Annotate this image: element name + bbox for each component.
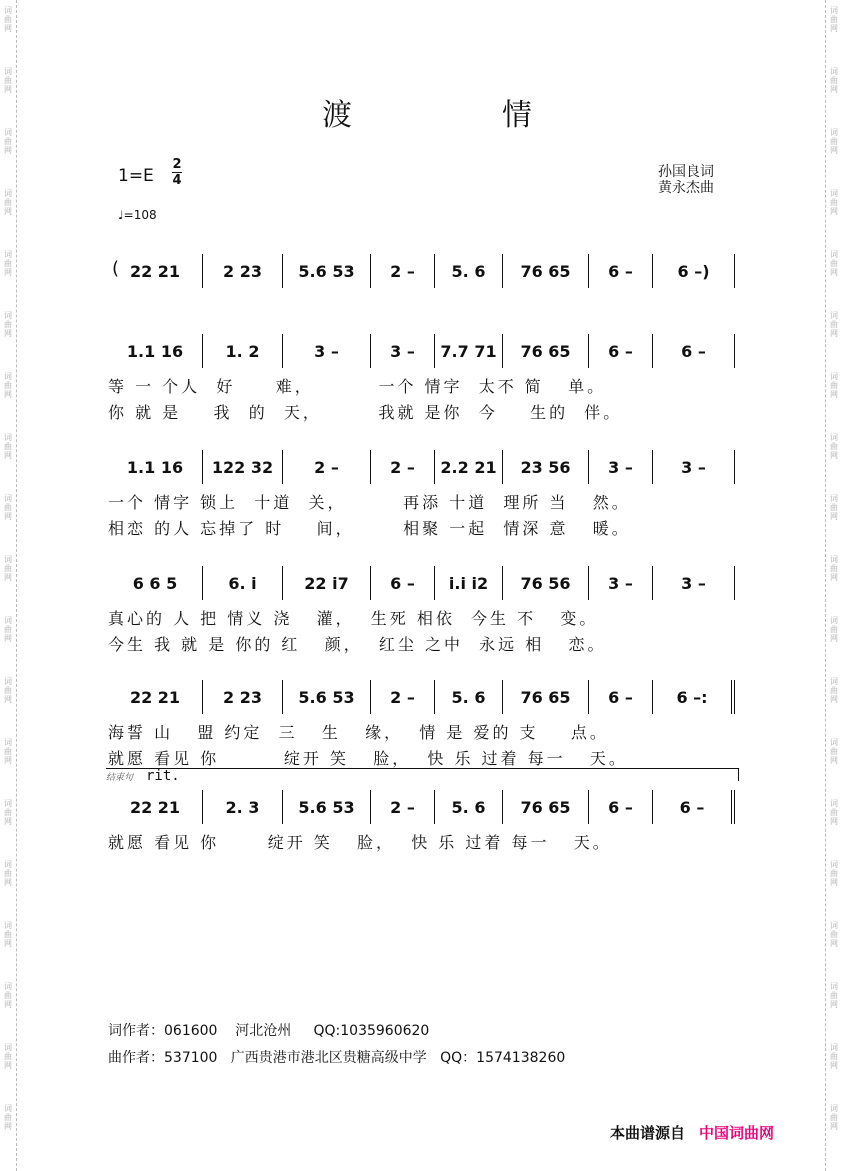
measure-notes: 5. 6 bbox=[451, 797, 486, 817]
measure bbox=[653, 566, 735, 600]
watermark-text: 词 曲 网 bbox=[4, 6, 12, 33]
measure bbox=[435, 566, 503, 600]
measure bbox=[371, 334, 435, 368]
watermark-text: 词 曲 网 bbox=[830, 6, 838, 33]
watermark-text: 词 曲 网 bbox=[830, 494, 838, 521]
watermark-text: 词 曲 网 bbox=[4, 311, 12, 338]
lyric-line: 今生 我 就 是 你的 红 颜， 红尘 之中 永远 相 恋。 bbox=[108, 635, 607, 654]
measure-notes: 2. 3 bbox=[225, 797, 260, 817]
tempo-marking: ♩=108 bbox=[118, 208, 157, 222]
measure bbox=[371, 790, 435, 824]
measure-notes: 3 – bbox=[390, 341, 415, 361]
watermark-text: 词 曲 网 bbox=[4, 1104, 12, 1131]
composer-info: 曲作者：537100 广西贵港市港北区贵糖高级中学 QQ：1574138260 bbox=[108, 1050, 566, 1066]
measure-notes: 2 23 bbox=[223, 261, 262, 281]
measure bbox=[503, 790, 589, 824]
measure-notes: 7.7 71 bbox=[440, 341, 497, 361]
measure-notes: 22 i7 bbox=[304, 573, 349, 593]
measure bbox=[589, 254, 653, 288]
measure bbox=[371, 254, 435, 288]
watermark-text: 词 曲 网 bbox=[830, 189, 838, 216]
watermark-text: 词 曲 网 bbox=[4, 372, 12, 399]
watermark-text: 词 曲 网 bbox=[830, 799, 838, 826]
measure bbox=[283, 790, 371, 824]
measure-notes: 76 65 bbox=[520, 797, 571, 817]
measure bbox=[653, 334, 735, 368]
lyric-line: 就愿 看见 你 绽开 笑 脸， 快 乐 过着 每一 天。 bbox=[108, 749, 628, 768]
time-signature-bottom: 4 bbox=[172, 173, 182, 188]
measure-notes: 6 – bbox=[681, 341, 706, 361]
lyric-line: 海誓 山 盟 约定 三 生 缘， 情 是 爱的 支 点。 bbox=[108, 723, 609, 742]
watermark-text: 词 曲 网 bbox=[4, 250, 12, 277]
measure-notes: 5. 6 bbox=[451, 261, 486, 281]
measure bbox=[653, 790, 735, 824]
measure-notes: 76 56 bbox=[520, 573, 571, 593]
measure-notes: 2 – bbox=[314, 457, 339, 477]
watermark-text: 词 曲 网 bbox=[4, 67, 12, 94]
watermark-text: 词 曲 网 bbox=[4, 616, 12, 643]
watermark-text: 词 曲 网 bbox=[830, 372, 838, 399]
measure-notes: 5.6 53 bbox=[298, 687, 355, 707]
measure-notes: 3 – bbox=[314, 341, 339, 361]
credits bbox=[658, 164, 714, 196]
measure-notes: 3 – bbox=[608, 457, 633, 477]
measure bbox=[108, 450, 203, 484]
watermark-text: 词 曲 网 bbox=[830, 311, 838, 338]
measure bbox=[203, 790, 283, 824]
measure bbox=[435, 254, 503, 288]
measure-notes: 6 –: bbox=[676, 687, 708, 707]
watermark-text: 词 曲 网 bbox=[4, 494, 12, 521]
lyricist-info: 词作者：061600 河北沧州 QQ:1035960620 bbox=[108, 1023, 430, 1039]
watermark-text: 词 曲 网 bbox=[830, 67, 838, 94]
watermark-text: 词 曲 网 bbox=[4, 1043, 12, 1070]
measure-notes: 6 – bbox=[608, 261, 633, 281]
measure bbox=[283, 254, 371, 288]
measure-notes: 22 21 bbox=[129, 687, 181, 707]
measure bbox=[371, 566, 435, 600]
watermark-text: 词 曲 网 bbox=[4, 128, 12, 155]
notation-row bbox=[108, 450, 740, 484]
watermark-text: 词 曲 网 bbox=[4, 738, 12, 765]
measure bbox=[203, 254, 283, 288]
measure-notes: 5.6 53 bbox=[298, 797, 355, 817]
measure bbox=[283, 334, 371, 368]
measure-notes: 3 – bbox=[681, 573, 706, 593]
measure-notes: 2.2 21 bbox=[440, 457, 497, 477]
measure bbox=[589, 334, 653, 368]
measure bbox=[203, 334, 283, 368]
watermark-text: 词 曲 网 bbox=[830, 1104, 838, 1131]
measure-notes: 6 – bbox=[679, 797, 705, 817]
measure bbox=[589, 566, 653, 600]
notation-row bbox=[108, 334, 740, 368]
measure bbox=[503, 566, 589, 600]
watermark-text: 词 曲 网 bbox=[830, 1043, 838, 1070]
measure bbox=[108, 566, 203, 600]
watermark-text: 词 曲 网 bbox=[830, 982, 838, 1009]
watermark-text: 词 曲 网 bbox=[4, 982, 12, 1009]
measure bbox=[283, 566, 371, 600]
title-char-1: 渡 bbox=[322, 98, 352, 133]
measure-notes: 6. i bbox=[228, 573, 257, 593]
watermark-text: 词 曲 网 bbox=[830, 433, 838, 460]
measure bbox=[589, 790, 653, 824]
measure bbox=[108, 334, 203, 368]
measure-notes: 2 23 bbox=[223, 687, 262, 707]
measure-notes: 1. 2 bbox=[225, 341, 260, 361]
watermark-text: 词 曲 网 bbox=[4, 555, 12, 582]
notation-row bbox=[108, 790, 740, 824]
measure bbox=[589, 450, 653, 484]
measure-notes: 6 – bbox=[390, 573, 415, 593]
lyric-line: 你 就 是 我 的 天， 我就 是你 今 生的 伴。 bbox=[108, 403, 623, 422]
lyric-line: 等 一 个人 好 难， 一个 情字 太不 简 单。 bbox=[108, 377, 607, 396]
measure-notes: 22 21 bbox=[129, 261, 181, 281]
notation-row bbox=[108, 254, 740, 288]
measure bbox=[108, 680, 203, 714]
measure bbox=[203, 450, 283, 484]
measure-notes: 1.1 16 bbox=[126, 341, 184, 361]
key-signature: 1=E bbox=[118, 166, 154, 186]
watermark-text: 词 曲 网 bbox=[4, 799, 12, 826]
intro-bracket: ( bbox=[112, 258, 120, 279]
measure-notes: 5.6 53 bbox=[298, 261, 355, 281]
lyric-line: 就愿 看见 你 绽开 笑 脸， 快 乐 过着 每一 天。 bbox=[108, 833, 612, 852]
measure bbox=[435, 450, 503, 484]
measure-notes: 1.1 16 bbox=[126, 457, 184, 477]
measure-notes: 5. 6 bbox=[451, 687, 486, 707]
notation-row bbox=[108, 566, 740, 600]
measure bbox=[653, 254, 735, 288]
measure bbox=[653, 450, 735, 484]
song-title bbox=[322, 90, 532, 134]
measure bbox=[503, 680, 589, 714]
measure-notes: 23 56 bbox=[520, 457, 571, 477]
measure bbox=[108, 790, 203, 824]
measure bbox=[108, 254, 203, 288]
watermark-text: 词 曲 网 bbox=[830, 921, 838, 948]
measure bbox=[283, 680, 371, 714]
composer: 黄永杰曲 bbox=[658, 180, 714, 196]
measure-notes: 6 6 5 bbox=[132, 573, 178, 593]
measure-notes: 3 – bbox=[608, 573, 633, 593]
watermark-text: 词 曲 网 bbox=[4, 860, 12, 887]
lyric-line: 一个 情字 锁上 十道 关， 再添 十道 理所 当 然。 bbox=[108, 493, 631, 512]
ending-label: 结束句 bbox=[106, 773, 134, 783]
measure bbox=[503, 334, 589, 368]
time-signature bbox=[172, 158, 182, 187]
ending-bracket bbox=[106, 768, 739, 781]
watermark-text: 词 曲 网 bbox=[4, 921, 12, 948]
measure-notes: 76 65 bbox=[520, 341, 571, 361]
measure bbox=[435, 680, 503, 714]
measure-notes: 76 65 bbox=[520, 261, 571, 281]
measure bbox=[435, 790, 503, 824]
watermark-text: 词 曲 网 bbox=[830, 860, 838, 887]
measure bbox=[371, 680, 435, 714]
watermark-text: 词 曲 网 bbox=[830, 738, 838, 765]
measure bbox=[589, 680, 653, 714]
brand-link[interactable]: 中国词曲网 bbox=[699, 1124, 775, 1142]
measure-notes: 6 – bbox=[608, 341, 633, 361]
source-footer bbox=[610, 1122, 774, 1143]
measure-notes: 22 21 bbox=[129, 797, 181, 817]
measure bbox=[503, 450, 589, 484]
watermark-text: 词 曲 网 bbox=[830, 677, 838, 704]
lyric-line: 真心的 人 把 情义 浇 灌， 生死 相依 今生 不 变。 bbox=[108, 609, 599, 628]
measure-notes: 2 – bbox=[390, 797, 415, 817]
measure-notes: 6 – bbox=[608, 797, 633, 817]
watermark-text: 词 曲 网 bbox=[4, 433, 12, 460]
measure bbox=[371, 450, 435, 484]
watermark-text: 词 曲 网 bbox=[830, 616, 838, 643]
measure-notes: 6 – bbox=[608, 687, 633, 707]
time-signature-top: 2 bbox=[172, 157, 182, 172]
measure-notes: 2 – bbox=[390, 457, 415, 477]
measure bbox=[283, 450, 371, 484]
title-char-2: 情 bbox=[502, 98, 532, 133]
measure bbox=[503, 254, 589, 288]
measure-notes: 122 32 bbox=[211, 457, 274, 477]
watermark-text: 词 曲 网 bbox=[4, 189, 12, 216]
notation-row bbox=[108, 680, 740, 714]
source-label: 本曲谱源自 bbox=[610, 1124, 686, 1142]
watermark-text: 词 曲 网 bbox=[830, 128, 838, 155]
watermark-text: 词 曲 网 bbox=[830, 250, 838, 277]
measure bbox=[203, 680, 283, 714]
watermark-text: 词 曲 网 bbox=[4, 677, 12, 704]
measure-notes: 6 –) bbox=[677, 261, 710, 281]
lyric-line: 相恋 的人 忘掉了 时 间， 相聚 一起 情深 意 暖。 bbox=[108, 519, 631, 538]
measure-notes: 3 – bbox=[681, 457, 706, 477]
measure bbox=[435, 334, 503, 368]
measure bbox=[203, 566, 283, 600]
measure-notes: 2 – bbox=[390, 687, 415, 707]
measure-notes: 76 65 bbox=[520, 687, 571, 707]
lyricist: 孙国良词 bbox=[658, 164, 714, 180]
ritardando-marking: rit. bbox=[146, 768, 180, 784]
measure bbox=[653, 680, 735, 714]
watermark-text: 词 曲 网 bbox=[830, 555, 838, 582]
measure-notes: 2 – bbox=[390, 261, 415, 281]
measure-notes: i.i i2 bbox=[448, 573, 489, 593]
